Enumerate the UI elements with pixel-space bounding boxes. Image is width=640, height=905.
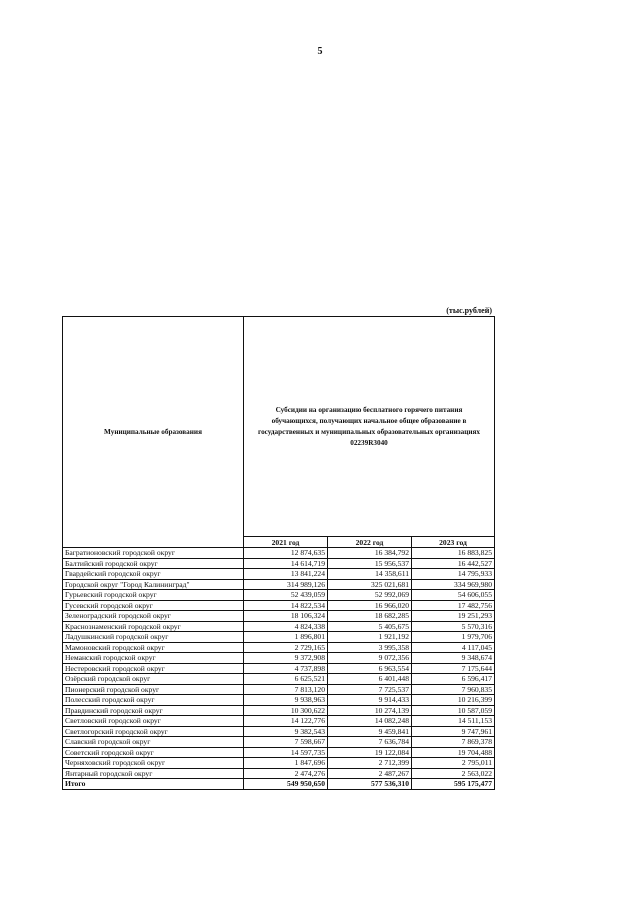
value-cell: 14 795,933: [412, 569, 495, 580]
table-row: [63, 663, 495, 674]
value-cell: 1 979,706: [412, 632, 495, 643]
value-cell: 6 963,554: [328, 663, 412, 674]
value-cell: 19 122,084: [328, 747, 412, 758]
value-cell: 15 956,537: [328, 558, 412, 569]
value-cell: 9 382,543: [244, 726, 328, 737]
value-cell: 14 122,776: [244, 716, 328, 727]
table-row: [63, 716, 495, 727]
municipality-name: Черняховский городской округ: [63, 758, 244, 769]
value-cell: 18 682,285: [328, 611, 412, 622]
value-cell: 325 021,681: [328, 579, 412, 590]
value-cell: 2 487,267: [328, 768, 412, 779]
municipality-name: Славский городской округ: [63, 737, 244, 748]
value-cell: 10 274,139: [328, 705, 412, 716]
total-value: 549 950,650: [244, 779, 328, 790]
value-cell: 9 938,963: [244, 695, 328, 706]
value-cell: 52 439,059: [244, 590, 328, 601]
value-cell: 7 960,835: [412, 684, 495, 695]
value-cell: 7 636,784: [328, 737, 412, 748]
table-row: [63, 590, 495, 601]
total-value: 595 175,477: [412, 779, 495, 790]
year-2023: 2023 год: [412, 537, 495, 548]
year-2021: 2021 год: [244, 537, 328, 548]
value-cell: 6 401,448: [328, 674, 412, 685]
value-cell: 19 704,488: [412, 747, 495, 758]
value-cell: 2 563,022: [412, 768, 495, 779]
header-row: [63, 317, 495, 537]
table-row: [63, 768, 495, 779]
table-row: [63, 705, 495, 716]
value-cell: 3 995,358: [328, 642, 412, 653]
value-cell: 9 459,841: [328, 726, 412, 737]
municipality-name: Балтийский городской округ: [63, 558, 244, 569]
municipality-name: Мамоновский городской округ: [63, 642, 244, 653]
value-cell: 14 597,735: [244, 747, 328, 758]
value-cell: 7 725,537: [328, 684, 412, 695]
value-cell: 314 989,126: [244, 579, 328, 590]
municipality-name: Пионерский городской округ: [63, 684, 244, 695]
value-cell: 6 596,417: [412, 674, 495, 685]
value-cell: 16 966,020: [328, 600, 412, 611]
municipality-name: Правдинский городской округ: [63, 705, 244, 716]
value-cell: 16 384,792: [328, 548, 412, 559]
municipality-name: Гвардейский городской округ: [63, 569, 244, 580]
value-cell: 4 824,338: [244, 621, 328, 632]
value-cell: 7 175,644: [412, 663, 495, 674]
municipality-name: Зеленоградский городской округ: [63, 611, 244, 622]
value-cell: 1 847,696: [244, 758, 328, 769]
value-cell: 19 251,293: [412, 611, 495, 622]
table-row: [63, 747, 495, 758]
table-row: [63, 642, 495, 653]
value-cell: 14 511,153: [412, 716, 495, 727]
value-cell: 10 300,622: [244, 705, 328, 716]
value-cell: 12 874,635: [244, 548, 328, 559]
table-row: [63, 621, 495, 632]
value-cell: 14 614,719: [244, 558, 328, 569]
page-number: 5: [317, 46, 323, 57]
value-cell: 9 072,356: [328, 653, 412, 664]
value-cell: 14 358,611: [328, 569, 412, 580]
value-cell: 9 914,433: [328, 695, 412, 706]
value-cell: 4 117,045: [412, 642, 495, 653]
value-cell: 1 921,192: [328, 632, 412, 643]
value-cell: 14 822,534: [244, 600, 328, 611]
value-cell: 54 606,055: [412, 590, 495, 601]
value-cell: 7 813,120: [244, 684, 328, 695]
value-cell: 10 216,399: [412, 695, 495, 706]
total-value: 577 536,310: [328, 779, 412, 790]
table-row: [63, 558, 495, 569]
value-cell: 1 896,801: [244, 632, 328, 643]
table-row: [63, 653, 495, 664]
value-cell: 4 737,898: [244, 663, 328, 674]
value-cell: 2 795,011: [412, 758, 495, 769]
municipality-name: Нестеровский городской округ: [63, 663, 244, 674]
value-cell: 17 482,756: [412, 600, 495, 611]
municipality-name: Городской округ "Город Калининград": [63, 579, 244, 590]
value-cell: 9 348,674: [412, 653, 495, 664]
value-cell: 6 625,521: [244, 674, 328, 685]
header-subsidy: Субсидии на организацию бесплатного горячего питания обучающихся, получающих начальное общее образование в государственных и муниципальных образовательных организациях 02239R3040: [244, 317, 495, 537]
value-cell: 5 570,316: [412, 621, 495, 632]
value-cell: 18 106,324: [244, 611, 328, 622]
value-cell: 16 883,825: [412, 548, 495, 559]
value-cell: 2 729,165: [244, 642, 328, 653]
municipality-name: Озёрский городской округ: [63, 674, 244, 685]
value-cell: 9 747,961: [412, 726, 495, 737]
table-row: [63, 674, 495, 685]
municipality-name: Гурьевский городской округ: [63, 590, 244, 601]
table-row: [63, 611, 495, 622]
total-label: Итого: [63, 779, 244, 790]
units-label: (тыс.рублей): [446, 306, 492, 315]
value-cell: 10 587,059: [412, 705, 495, 716]
municipality-name: Светлогорский городской округ: [63, 726, 244, 737]
municipality-name: Гусевский городской округ: [63, 600, 244, 611]
municipality-name: Краснознаменский городской округ: [63, 621, 244, 632]
value-cell: 5 405,675: [328, 621, 412, 632]
total-row: [63, 779, 495, 790]
municipality-name: Полесский городской округ: [63, 695, 244, 706]
header-municipalities: Муниципальные образования: [63, 317, 244, 548]
value-cell: 2 712,399: [328, 758, 412, 769]
table-row: [63, 695, 495, 706]
table-row: [63, 737, 495, 748]
table-row: [63, 632, 495, 643]
value-cell: 52 992,069: [328, 590, 412, 601]
subsidy-table: [62, 316, 495, 790]
table-row: [63, 684, 495, 695]
value-cell: 14 082,248: [328, 716, 412, 727]
municipality-name: Багратионовский городской округ: [63, 548, 244, 559]
value-cell: 7 598,667: [244, 737, 328, 748]
municipality-name: Неманский городской округ: [63, 653, 244, 664]
value-cell: 2 474,276: [244, 768, 328, 779]
municipality-name: Янтарный городской округ: [63, 768, 244, 779]
table-row: [63, 758, 495, 769]
table-row: [63, 726, 495, 737]
table-row: [63, 548, 495, 559]
year-2022: 2022 год: [328, 537, 412, 548]
municipality-name: Ладушкинский городской округ: [63, 632, 244, 643]
table-row: [63, 600, 495, 611]
value-cell: 334 969,980: [412, 579, 495, 590]
value-cell: 9 372,908: [244, 653, 328, 664]
table-row: [63, 579, 495, 590]
municipality-name: Советский городской округ: [63, 747, 244, 758]
municipality-name: Светловский городской округ: [63, 716, 244, 727]
value-cell: 16 442,527: [412, 558, 495, 569]
value-cell: 13 841,224: [244, 569, 328, 580]
table-row: [63, 569, 495, 580]
value-cell: 7 869,378: [412, 737, 495, 748]
